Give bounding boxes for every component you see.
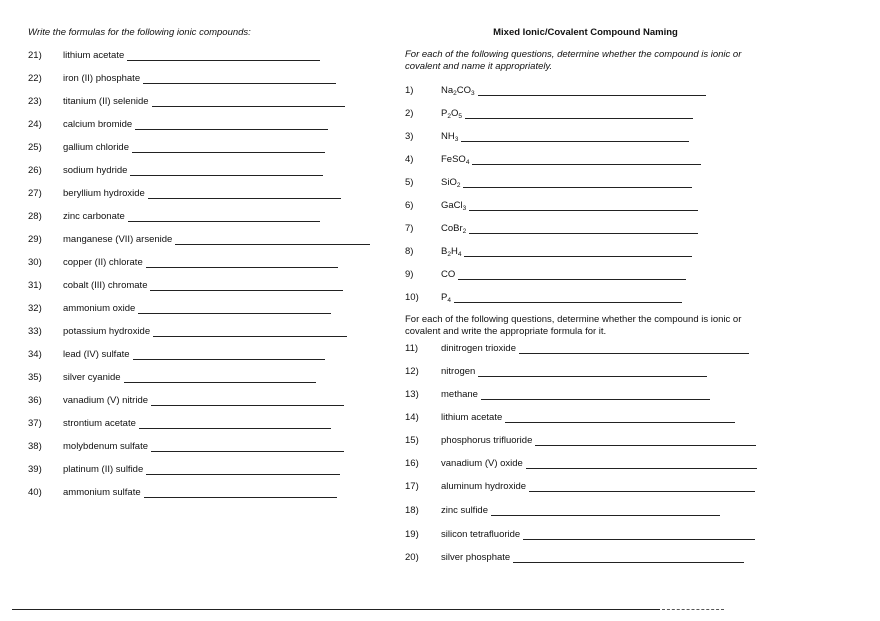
answer-blank[interactable] (146, 474, 340, 475)
right-instructions-1-line2: covalent and name it appropriately. (405, 61, 553, 72)
compound-label: copper (II) chlorate (63, 257, 143, 268)
compound-label: iron (II) phosphate (63, 73, 141, 84)
question-number: 14) (405, 412, 419, 423)
formula-question-row (0, 107, 880, 121)
question-number: 24) (28, 119, 42, 130)
answer-blank[interactable] (151, 405, 344, 406)
question-number: 27) (28, 188, 42, 199)
answer-blank[interactable] (469, 233, 698, 234)
question-number: 32) (28, 303, 42, 314)
compound-label (441, 199, 466, 213)
formula-subscript: 4 (465, 159, 470, 166)
compound-label: lithium acetate (63, 50, 125, 61)
question-number: 19) (405, 529, 419, 540)
right-instructions-2-line2: covalent and write the appropriate formula for it. (405, 326, 607, 337)
question-number: 39) (28, 464, 42, 475)
compound-label: aluminum hydroxide (441, 481, 527, 492)
compound-label (441, 107, 462, 121)
question-number: 31) (28, 280, 42, 291)
compound-label (441, 268, 455, 282)
compound-label (441, 222, 466, 236)
question-number: 26) (28, 165, 42, 176)
formula-subscript: 4 (447, 297, 451, 304)
compound-label: gallium chloride (63, 142, 130, 153)
compound-label: sodium hydride (63, 165, 128, 176)
answer-blank[interactable] (519, 353, 749, 354)
answer-blank[interactable] (151, 451, 344, 452)
compound-label: vanadium (V) nitride (63, 395, 149, 406)
formula-symbol: CoBr (441, 223, 463, 234)
question-number: 22) (28, 73, 42, 84)
question-number: 13) (405, 389, 419, 400)
name-question-row (0, 365, 880, 379)
question-number: 37) (28, 418, 42, 429)
name-question-row (0, 504, 880, 518)
answer-blank[interactable] (139, 428, 331, 429)
name-question-row (0, 388, 880, 402)
question-number: 18) (405, 505, 419, 516)
answer-blank[interactable] (138, 313, 331, 314)
question-number: 10) (405, 292, 419, 303)
question-number: 12) (405, 366, 419, 377)
question-number: 25) (28, 142, 42, 153)
formula-symbol: NH (441, 131, 455, 142)
answer-blank[interactable] (481, 399, 710, 400)
name-question-row (0, 457, 880, 471)
question-number: 3) (405, 131, 414, 142)
compound-label: strontium acetate (63, 418, 136, 429)
question-number: 28) (28, 211, 42, 222)
question-number: 34) (28, 349, 42, 360)
question-number: 6) (405, 200, 414, 211)
compound-label: zinc carbonate (63, 211, 125, 222)
compound-label: molybdenum sulfate (63, 441, 149, 452)
question-number: 5) (405, 177, 414, 188)
answer-blank[interactable] (535, 445, 756, 446)
question-number: 17) (405, 481, 419, 492)
formula-question-row (0, 268, 880, 282)
formula-symbol: O (450, 108, 459, 119)
compound-label (441, 84, 475, 98)
right-instructions-1-line1: For each of the following questions, determine whether the compound is ionic or (405, 49, 742, 60)
answer-blank[interactable] (153, 336, 347, 337)
name-question-row (0, 411, 880, 425)
formula-subscript: 3 (454, 136, 459, 143)
footer-rule-fragment (662, 609, 724, 610)
compound-label: titanium (II) selenide (63, 96, 149, 107)
compound-label (441, 291, 451, 305)
formula-subscript: 2 (447, 251, 451, 258)
compound-label: beryllium hydroxide (63, 188, 145, 199)
answer-blank[interactable] (464, 256, 692, 257)
answer-blank[interactable] (513, 562, 744, 563)
answer-blank[interactable] (526, 468, 757, 469)
answer-blank[interactable] (463, 187, 692, 188)
answer-blank[interactable] (461, 141, 689, 142)
compound-label (441, 153, 469, 167)
formula-subscript: 2 (453, 90, 457, 97)
question-number: 1) (405, 85, 414, 96)
compound-label: methane (441, 389, 478, 400)
compound-label: cobalt (III) chromate (63, 280, 148, 291)
left-instructions: Write the formulas for the following ionic compounds: (28, 27, 251, 38)
answer-blank[interactable] (144, 497, 337, 498)
question-number: 36) (28, 395, 42, 406)
compound-label: manganese (VII) arsenide (63, 234, 173, 245)
formula-question-row (0, 84, 880, 98)
question-number: 16) (405, 458, 419, 469)
name-question-row (0, 434, 880, 448)
right-instructions-2-line1: For each of the following questions, determine whether the compound is ionic or (405, 314, 742, 325)
name-question-row (0, 551, 880, 565)
answer-blank[interactable] (133, 359, 325, 360)
formula-question-row (0, 222, 880, 236)
formula-question-row (0, 130, 880, 144)
answer-blank[interactable] (491, 515, 720, 516)
compound-label: nitrogen (441, 366, 476, 377)
question-number: 8) (405, 246, 414, 257)
formula-subscript: 3 (471, 90, 475, 97)
formula-subscript: 2 (462, 228, 467, 235)
formula-question-row (0, 199, 880, 213)
answer-blank[interactable] (469, 210, 698, 211)
compound-label: platinum (II) sulfide (63, 464, 144, 475)
question-number: 2) (405, 108, 414, 119)
question-number: 15) (405, 435, 419, 446)
answer-blank[interactable] (529, 491, 755, 492)
formula-symbol: CO (441, 269, 456, 280)
formula-symbol: SiO (441, 177, 457, 188)
answer-blank[interactable] (127, 60, 320, 61)
formula-subscript: 3 (462, 205, 467, 212)
compound-label: silver cyanide (63, 372, 121, 383)
question-number: 7) (405, 223, 414, 234)
answer-blank[interactable] (458, 279, 686, 280)
formula-question-row (0, 176, 880, 190)
question-number: 29) (28, 234, 42, 245)
right-instructions-2 (405, 314, 741, 338)
formula-symbol: GaCl (441, 200, 463, 211)
formula-symbol: Na (441, 85, 454, 96)
answer-blank[interactable] (478, 376, 707, 377)
compound-label: calcium bromide (63, 119, 133, 130)
compound-label (441, 130, 458, 144)
name-question-row (0, 342, 880, 356)
compound-label: silver phosphate (441, 552, 511, 563)
answer-blank[interactable] (478, 95, 706, 96)
question-number: 9) (405, 269, 414, 280)
compound-label: zinc sulfide (441, 505, 488, 516)
compound-label: lithium acetate (441, 412, 503, 423)
question-number: 38) (28, 441, 42, 452)
compound-label: ammonium oxide (63, 303, 136, 314)
question-number: 23) (28, 96, 42, 107)
question-number: 33) (28, 326, 42, 337)
question-number: 35) (28, 372, 42, 383)
answer-blank[interactable] (472, 164, 701, 165)
question-number: 20) (405, 552, 419, 563)
worksheet-title: Mixed Ionic/Covalent Compound Naming (493, 27, 678, 38)
question-number: 21) (28, 50, 42, 61)
compound-label: silicon tetrafluoride (441, 529, 521, 540)
formula-symbol: B (441, 246, 448, 257)
formula-subscript: 2 (447, 113, 451, 120)
formula-subscript: 4 (457, 251, 462, 258)
formula-symbol: P (441, 108, 448, 119)
formula-question-row (0, 245, 880, 259)
formula-symbol: P (441, 292, 448, 303)
right-instructions-1 (405, 49, 741, 73)
compound-label: ammonium sulfate (63, 487, 141, 498)
formula-subscript: 2 (456, 182, 461, 189)
answer-blank[interactable] (505, 422, 735, 423)
compound-label (441, 245, 461, 259)
formula-symbol: H (450, 246, 458, 257)
answer-blank[interactable] (523, 539, 755, 540)
question-number: 30) (28, 257, 42, 268)
footer-rule (12, 609, 660, 610)
answer-blank[interactable] (124, 382, 316, 383)
formula-symbol: CO (456, 85, 472, 96)
formula-subscript: 5 (458, 113, 462, 120)
compound-label (441, 176, 460, 190)
answer-blank[interactable] (465, 118, 693, 119)
formula-question-row (0, 153, 880, 167)
question-number: 40) (28, 487, 42, 498)
compound-label: potassium hydroxide (63, 326, 151, 337)
compound-label: phosphorus trifluoride (441, 435, 533, 446)
formula-question-row (0, 291, 880, 305)
name-question-row (0, 480, 880, 494)
question-number: 11) (405, 343, 419, 354)
answer-blank[interactable] (454, 302, 682, 303)
formula-symbol: FeSO (441, 154, 466, 165)
name-question-row (0, 528, 880, 542)
compound-label: dinitrogen trioxide (441, 343, 516, 354)
question-number: 4) (405, 154, 414, 165)
compound-label: lead (IV) sulfate (63, 349, 130, 360)
compound-label: vanadium (V) oxide (441, 458, 523, 469)
